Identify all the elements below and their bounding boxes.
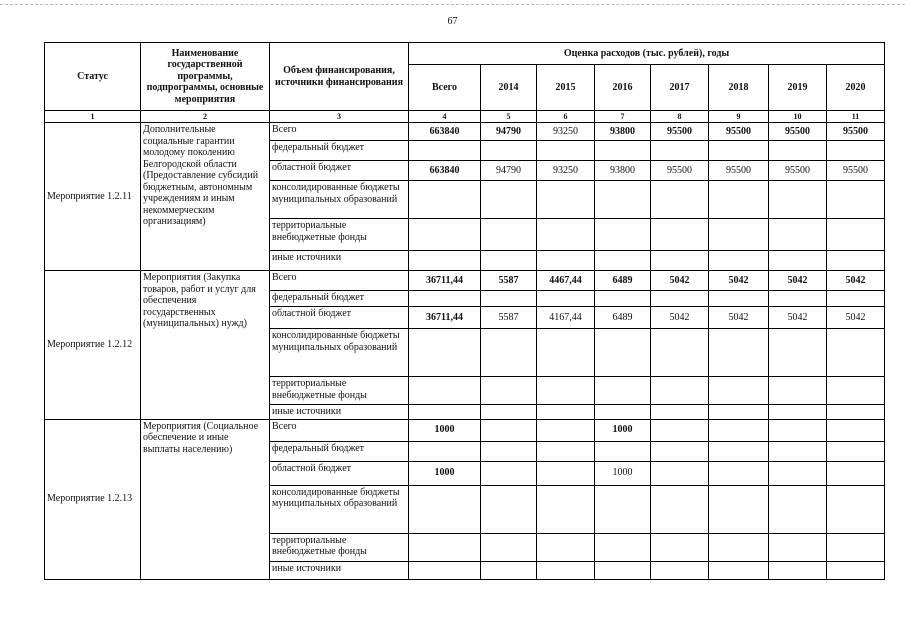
source-cell: территориальные внебюджетные фонды <box>270 377 409 405</box>
value-cell <box>651 377 709 405</box>
value-cell <box>481 181 537 219</box>
column-number: 8 <box>651 111 709 123</box>
value-cell <box>709 329 769 377</box>
table-row <box>45 271 885 291</box>
value-cell <box>827 441 885 461</box>
value-cell <box>827 219 885 251</box>
column-number: 6 <box>537 111 595 123</box>
value-cell <box>481 441 537 461</box>
header-name: Наименование государственной программы, подпрограммы, основные мероприятия <box>141 43 270 111</box>
status-cell: Мероприятие 1.2.13 <box>45 419 141 579</box>
value-cell: 5587 <box>481 307 537 329</box>
value-cell <box>651 533 709 561</box>
value-cell <box>409 405 481 420</box>
value-cell <box>827 419 885 441</box>
value-cell <box>537 329 595 377</box>
source-cell: консолидированные бюджеты муниципальных образований <box>270 181 409 219</box>
value-cell <box>481 377 537 405</box>
source-cell: федеральный бюджет <box>270 141 409 161</box>
value-cell <box>651 405 709 420</box>
header-year-2015: 2015 <box>537 65 595 111</box>
value-cell: 36711,44 <box>409 271 481 291</box>
value-cell <box>709 251 769 271</box>
value-cell <box>827 251 885 271</box>
value-cell <box>595 485 651 533</box>
source-cell: федеральный бюджет <box>270 291 409 307</box>
value-cell: 663840 <box>409 123 481 141</box>
value-cell <box>537 533 595 561</box>
source-cell: территориальные внебюджетные фонды <box>270 533 409 561</box>
value-cell: 4467,44 <box>537 271 595 291</box>
header-status: Статус <box>45 43 141 111</box>
column-number: 9 <box>709 111 769 123</box>
financing-table <box>44 42 885 580</box>
value-cell <box>769 377 827 405</box>
header-year-2018: 2018 <box>709 65 769 111</box>
value-cell <box>537 377 595 405</box>
value-cell <box>769 291 827 307</box>
status-cell: Мероприятие 1.2.12 <box>45 271 141 420</box>
value-cell <box>709 419 769 441</box>
value-cell <box>595 561 651 579</box>
value-cell <box>651 561 709 579</box>
source-cell: федеральный бюджет <box>270 441 409 461</box>
header-total: Всего <box>409 65 481 111</box>
source-cell: иные источники <box>270 561 409 579</box>
value-cell: 93800 <box>595 161 651 181</box>
value-cell <box>537 419 595 441</box>
value-cell: 95500 <box>651 123 709 141</box>
value-cell: 93250 <box>537 123 595 141</box>
value-cell <box>709 561 769 579</box>
value-cell: 93250 <box>537 161 595 181</box>
value-cell <box>537 181 595 219</box>
value-cell <box>409 291 481 307</box>
value-cell: 5042 <box>709 307 769 329</box>
value-cell <box>537 291 595 307</box>
measure-name-cell: Дополнительные социальные гарантии молодому поколению Белгородской области (Предоставление субсидий бюджетным, автономным учреждениям и иным некоммерческим организациям) <box>141 123 270 271</box>
value-cell <box>769 219 827 251</box>
value-cell: 5042 <box>827 271 885 291</box>
value-cell <box>709 141 769 161</box>
value-cell: 95500 <box>769 161 827 181</box>
value-cell: 6489 <box>595 271 651 291</box>
source-cell: иные источники <box>270 251 409 271</box>
measure-name-cell: Мероприятия (Социальное обеспечение и иные выплаты населению) <box>141 419 270 579</box>
value-cell: 95500 <box>709 123 769 141</box>
value-cell <box>595 181 651 219</box>
table-row <box>45 419 885 441</box>
value-cell: 5587 <box>481 271 537 291</box>
source-cell: областной бюджет <box>270 161 409 181</box>
value-cell <box>595 533 651 561</box>
header-year-2017: 2017 <box>651 65 709 111</box>
value-cell <box>769 405 827 420</box>
value-cell <box>409 329 481 377</box>
value-cell <box>409 533 481 561</box>
value-cell <box>651 219 709 251</box>
source-cell: Всего <box>270 123 409 141</box>
value-cell: 95500 <box>827 123 885 141</box>
value-cell <box>827 533 885 561</box>
value-cell <box>651 485 709 533</box>
column-number: 3 <box>270 111 409 123</box>
value-cell <box>595 251 651 271</box>
value-cell <box>651 141 709 161</box>
value-cell <box>595 377 651 405</box>
column-number: 4 <box>409 111 481 123</box>
value-cell: 5042 <box>651 307 709 329</box>
value-cell: 5042 <box>651 271 709 291</box>
value-cell <box>537 485 595 533</box>
value-cell <box>709 291 769 307</box>
value-cell: 6489 <box>595 307 651 329</box>
value-cell <box>481 485 537 533</box>
value-cell <box>827 291 885 307</box>
source-cell: территориальные внебюджетные фонды <box>270 219 409 251</box>
value-cell <box>769 329 827 377</box>
value-cell <box>537 251 595 271</box>
measure-name-cell: Мероприятия (Закупка товаров, работ и услуг для обеспечения государственных (муниципальных) нужд) <box>141 271 270 420</box>
header-year-2019: 2019 <box>769 65 827 111</box>
value-cell <box>481 141 537 161</box>
value-cell <box>537 405 595 420</box>
value-cell <box>769 533 827 561</box>
page-number: 67 <box>447 16 458 27</box>
source-cell: областной бюджет <box>270 307 409 329</box>
value-cell <box>709 377 769 405</box>
value-cell <box>651 329 709 377</box>
column-number: 11 <box>827 111 885 123</box>
value-cell <box>827 561 885 579</box>
value-cell <box>537 441 595 461</box>
value-cell <box>709 485 769 533</box>
value-cell <box>827 181 885 219</box>
header-volume: Объем финансирования, источники финансирования <box>270 43 409 111</box>
source-cell: иные источники <box>270 405 409 420</box>
value-cell <box>595 441 651 461</box>
value-cell <box>651 291 709 307</box>
column-number: 7 <box>595 111 651 123</box>
source-cell: консолидированные бюджеты муниципальных образований <box>270 329 409 377</box>
value-cell <box>651 181 709 219</box>
value-cell <box>769 251 827 271</box>
column-number: 10 <box>769 111 827 123</box>
value-cell: 4167,44 <box>537 307 595 329</box>
value-cell: 95500 <box>769 123 827 141</box>
value-cell: 1000 <box>409 461 481 485</box>
header-year-2016: 2016 <box>595 65 651 111</box>
value-cell: 36711,44 <box>409 307 481 329</box>
value-cell: 5042 <box>709 271 769 291</box>
value-cell <box>827 485 885 533</box>
table-row <box>45 123 885 141</box>
column-number-row <box>45 111 885 123</box>
value-cell <box>651 461 709 485</box>
value-cell <box>409 377 481 405</box>
value-cell <box>769 441 827 461</box>
value-cell <box>769 419 827 441</box>
value-cell <box>481 419 537 441</box>
value-cell: 1000 <box>595 419 651 441</box>
value-cell: 95500 <box>709 161 769 181</box>
column-number: 1 <box>45 111 141 123</box>
value-cell: 94790 <box>481 123 537 141</box>
value-cell: 93800 <box>595 123 651 141</box>
value-cell <box>709 219 769 251</box>
value-cell: 5042 <box>827 307 885 329</box>
source-cell: Всего <box>270 271 409 291</box>
value-cell <box>651 441 709 461</box>
value-cell: 94790 <box>481 161 537 181</box>
header-year-2014: 2014 <box>481 65 537 111</box>
value-cell <box>595 219 651 251</box>
column-number: 2 <box>141 111 270 123</box>
value-cell <box>709 441 769 461</box>
value-cell <box>409 219 481 251</box>
header-year-2020: 2020 <box>827 65 885 111</box>
value-cell <box>595 405 651 420</box>
source-cell: областной бюджет <box>270 461 409 485</box>
value-cell <box>409 141 481 161</box>
source-cell: консолидированные бюджеты муниципальных образований <box>270 485 409 533</box>
value-cell <box>769 141 827 161</box>
value-cell: 1000 <box>409 419 481 441</box>
source-cell: Всего <box>270 419 409 441</box>
value-cell <box>537 561 595 579</box>
value-cell <box>537 461 595 485</box>
value-cell <box>481 405 537 420</box>
value-cell <box>481 291 537 307</box>
value-cell <box>481 533 537 561</box>
value-cell <box>595 291 651 307</box>
value-cell <box>769 181 827 219</box>
value-cell <box>481 561 537 579</box>
value-cell <box>769 461 827 485</box>
value-cell <box>409 561 481 579</box>
value-cell <box>769 485 827 533</box>
page-top-border <box>0 4 905 6</box>
value-cell: 663840 <box>409 161 481 181</box>
value-cell: 95500 <box>651 161 709 181</box>
value-cell <box>409 485 481 533</box>
value-cell <box>709 181 769 219</box>
value-cell: 95500 <box>827 161 885 181</box>
value-cell <box>537 141 595 161</box>
value-cell <box>651 419 709 441</box>
status-cell: Мероприятие 1.2.11 <box>45 123 141 271</box>
column-number: 5 <box>481 111 537 123</box>
value-cell <box>409 251 481 271</box>
value-cell: 5042 <box>769 271 827 291</box>
value-cell <box>537 219 595 251</box>
value-cell: 1000 <box>595 461 651 485</box>
value-cell <box>709 533 769 561</box>
value-cell <box>827 329 885 377</box>
value-cell <box>481 329 537 377</box>
value-cell <box>827 141 885 161</box>
value-cell: 5042 <box>769 307 827 329</box>
value-cell <box>595 329 651 377</box>
value-cell <box>481 461 537 485</box>
value-cell <box>481 219 537 251</box>
value-cell <box>709 461 769 485</box>
value-cell <box>409 181 481 219</box>
value-cell <box>769 561 827 579</box>
header-estimate: Оценка расходов (тыс. рублей), годы <box>409 43 885 65</box>
value-cell <box>481 251 537 271</box>
value-cell <box>709 405 769 420</box>
value-cell <box>827 405 885 420</box>
value-cell <box>409 441 481 461</box>
value-cell <box>595 141 651 161</box>
value-cell <box>651 251 709 271</box>
value-cell <box>827 461 885 485</box>
value-cell <box>827 377 885 405</box>
